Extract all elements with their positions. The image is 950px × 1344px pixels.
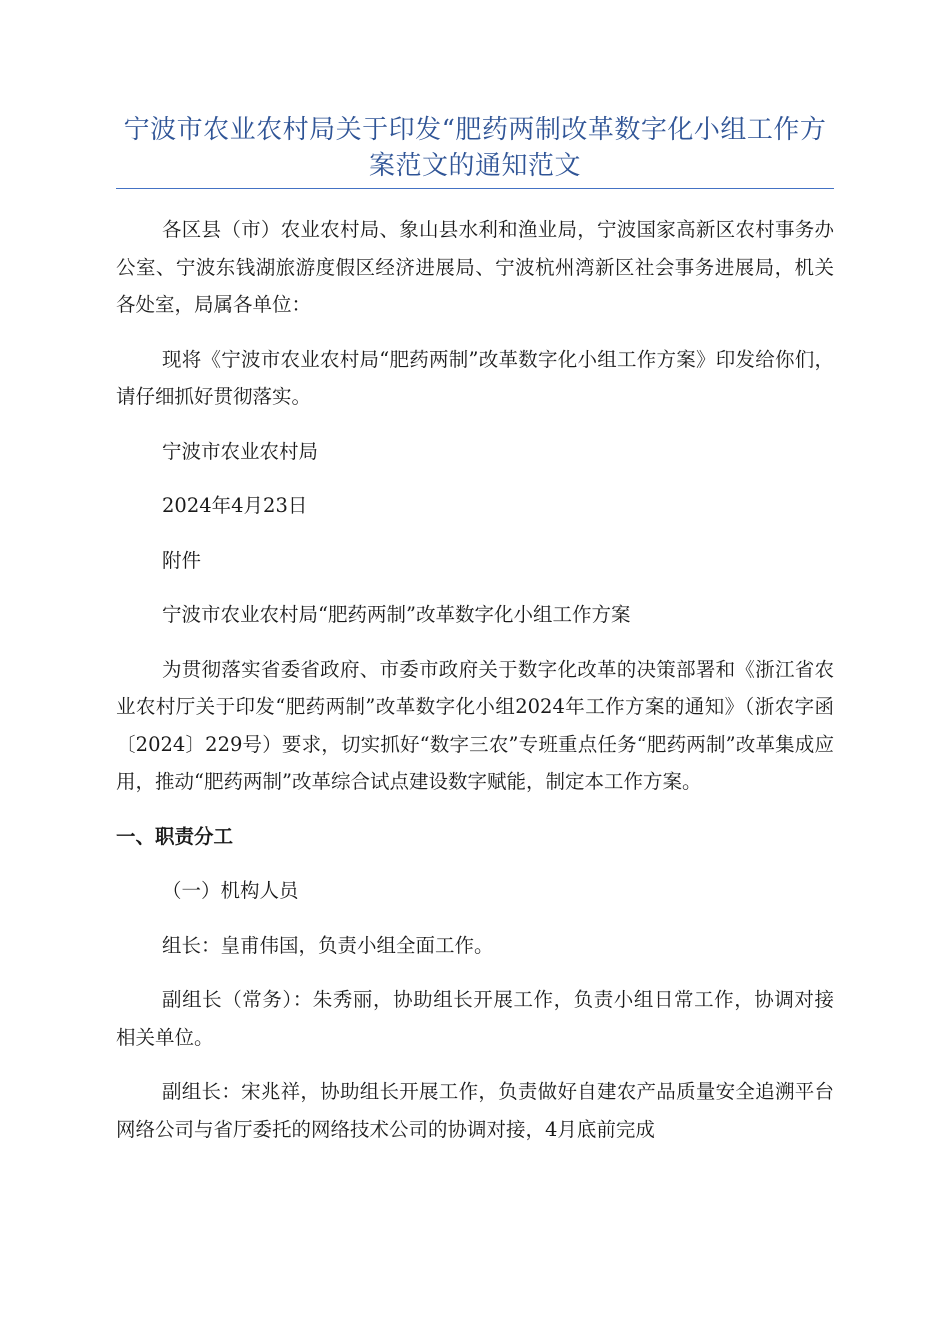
addressee-paragraph: 各区县（市）农业农村局、象山县水利和渔业局，宁波国家高新区农村事务办公室、宁波东钱湖旅游度假区经济进展局、宁波杭州湾新区社会事务进展局，机关各处室，局属各单位： — [116, 218, 834, 316]
subsection-heading-staff: （一）机构人员 — [162, 879, 299, 902]
issuer-name: 宁波市农业农村局 — [162, 439, 319, 463]
attachment-label: 附件 — [162, 548, 202, 572]
deputy-paragraph: 副组长：宋兆祥，协助组长开展工作，负责做好自建农产品质量安全追溯平台网络公司与省厅委托的网络技术公司的协调对接，4月底前完成 — [116, 1080, 834, 1141]
document-title: 宁波市农业农村局关于印发“肥药两制改革数字化小组工作方案范文的通知范文 — [116, 112, 834, 189]
document-page — [116, 112, 834, 1165]
issue-date: 2024年4月23日 — [162, 494, 308, 517]
notice-paragraph: 现将《宁波市农业农村局“肥药两制”改革数字化小组工作方案》印发给你们，请仔细抓好贯彻落实。 — [116, 347, 834, 408]
attachment-title: 宁波市农业农村局“肥药两制”改革数字化小组工作方案 — [162, 603, 631, 626]
leader-paragraph: 组长：皇甫伟国，负责小组全面工作。 — [162, 933, 494, 957]
section-heading-responsibilities: 一、职责分工 — [116, 824, 234, 848]
purpose-paragraph: 为贯彻落实省委省政府、市委市政府关于数字化改革的决策部署和《浙江省农业农村厅关于印发“肥药两制”改革数字化小组2024年工作方案的通知》（浙农字函〔2024〕229号）要求，切实抓好“数字三农”专班重点任务“肥药两制”改革集成应用，推动“肥药两制”改革综合试点建设数字赋能，制定本工作方案。 — [116, 657, 834, 793]
executive-deputy-paragraph: 副组长（常务）：朱秀丽，协助组长开展工作，负责小组日常工作，协调对接相关单位。 — [116, 988, 834, 1049]
document-body — [116, 211, 834, 1148]
